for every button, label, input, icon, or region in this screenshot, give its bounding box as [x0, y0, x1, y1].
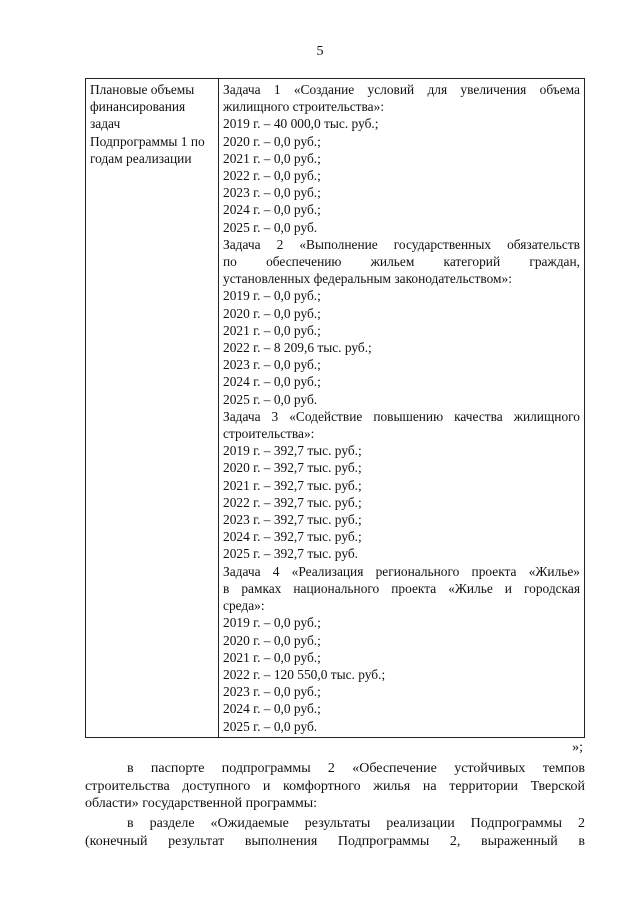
row-label-line: годам реализации [90, 150, 192, 166]
task-title-line: Задача 1 «Создание условий для увеличения объема [223, 82, 580, 97]
year-amount: 2021 г. – 0,0 руб.; [223, 322, 321, 338]
year-amount: 2024 г. – 392,7 тыс. руб.; [223, 529, 362, 545]
task-title-line: строительства»: [223, 426, 315, 442]
paragraph-line: в паспорте подпрограммы 2 «Обеспечение устойчивых темпов [127, 761, 585, 776]
year-amount: 2024 г. – 0,0 руб.; [223, 374, 321, 390]
year-amount: 2019 г. – 392,7 тыс. руб.; [223, 443, 362, 459]
task-1 [223, 81, 580, 236]
year-amount: 2022 г. – 8 209,6 тыс. руб.; [223, 340, 372, 356]
year-amount: 2025 г. – 392,7 тыс. руб. [223, 546, 359, 562]
year-amount: 2020 г. – 392,7 тыс. руб.; [223, 460, 362, 476]
year-amount: 2020 г. – 0,0 руб.; [223, 305, 321, 321]
year-amount: 2021 г. – 392,7 тыс. руб.; [223, 477, 362, 493]
task-title-line: среда»: [223, 598, 265, 614]
year-amount: 2020 г. – 0,0 руб.; [223, 133, 321, 149]
year-amount: 2023 г. – 0,0 руб.; [223, 185, 321, 201]
task-title-line: жилищного строительства»: [223, 99, 385, 115]
paragraph-passport [85, 760, 585, 813]
paragraph-line: области» государственной программы: [85, 796, 318, 811]
paragraph-line: (конечный результат выполнения Подпрограммы 2, выраженный в [85, 833, 585, 849]
task-title-line: установленных федеральным законодательством»: [223, 271, 512, 287]
page-number: 5 [316, 44, 324, 59]
year-amount: 2022 г. – 120 550,0 тыс. руб.; [223, 666, 386, 682]
year-amount: 2023 г. – 0,0 руб.; [223, 357, 321, 373]
year-amount: 2025 г. – 0,0 руб. [223, 219, 318, 235]
row-label-line: финансирования [90, 99, 186, 115]
year-amount: 2019 г. – 40 000,0 тыс. руб.; [223, 116, 379, 132]
task-title-line: Задача 4 «Реализация регионального проекта «Жилье» [223, 563, 580, 579]
paragraph-line: строительства доступного и комфортного жилья на территории Тверской [85, 778, 585, 794]
task-title-line: в рамках национального проекта «Жилье и городская [223, 580, 580, 596]
financing-table [85, 78, 585, 738]
year-amount: 2024 г. – 0,0 руб.; [223, 701, 321, 717]
table-row [86, 79, 585, 738]
year-amount: 2025 г. – 0,0 руб. [223, 391, 318, 407]
row-label-line: Подпрограммы 1 по [90, 133, 205, 149]
task-title-line: Задача 2 «Выполнение государственных обязательств [223, 236, 580, 252]
paragraph-section [85, 815, 585, 850]
year-amount: 2022 г. – 0,0 руб.; [223, 168, 321, 184]
task-2 [223, 236, 580, 408]
tasks-cell [219, 79, 585, 738]
year-amount: 2024 г. – 0,0 руб.; [223, 202, 321, 218]
task-3 [223, 408, 580, 563]
year-amount: 2023 г. – 0,0 руб.; [223, 684, 321, 700]
row-label-line: задач [90, 116, 121, 132]
year-amount: 2023 г. – 392,7 тыс. руб.; [223, 512, 362, 528]
closing-quote-mark: »; [572, 740, 583, 755]
year-amount: 2022 г. – 392,7 тыс. руб.; [223, 494, 362, 510]
year-amount: 2021 г. – 0,0 руб.; [223, 649, 321, 665]
year-amount: 2019 г. – 0,0 руб.; [223, 288, 321, 304]
row-label-line: Плановые объемы [90, 82, 195, 97]
paragraph-line: в разделе «Ожидаемые результаты реализации Подпрограммы 2 [127, 816, 585, 831]
year-amount: 2020 г. – 0,0 руб.; [223, 632, 321, 648]
task-title-line: Задача 3 «Содействие повышению качества жилищного [223, 408, 580, 424]
task-4 [223, 563, 580, 735]
year-amount: 2025 г. – 0,0 руб. [223, 718, 318, 734]
task-title-line: по обеспечению жильем категорий граждан, [223, 254, 580, 270]
year-amount: 2021 г. – 0,0 руб.; [223, 150, 321, 166]
row-label-cell [86, 79, 219, 738]
year-amount: 2019 г. – 0,0 руб.; [223, 615, 321, 631]
